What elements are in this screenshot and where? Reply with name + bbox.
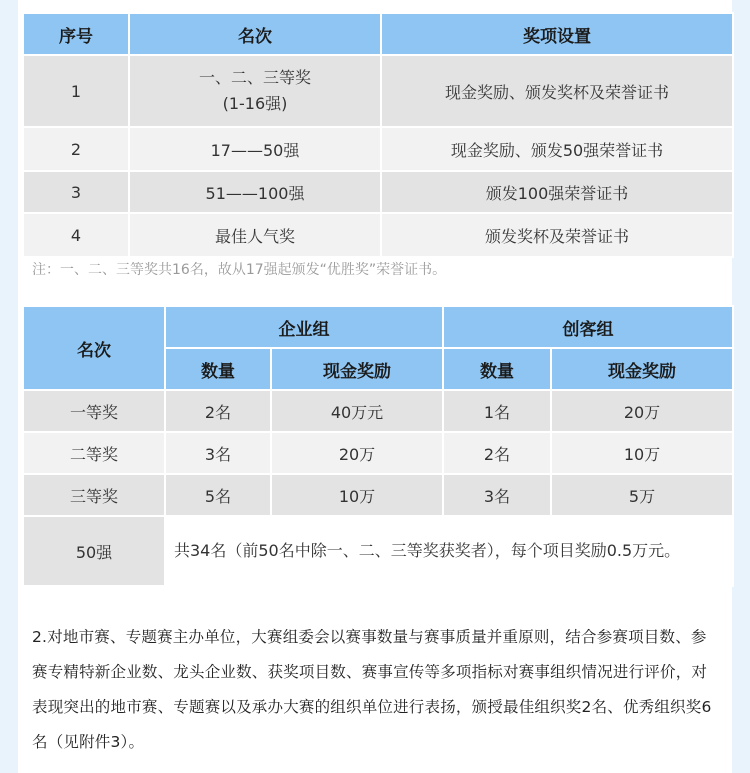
enterprise-count: 2名	[165, 390, 271, 432]
row-award: 现金奖励、颁发50强荣誉证书	[381, 127, 733, 171]
row-rank	[129, 55, 381, 127]
table-header-row	[23, 306, 733, 348]
top50-description: 共34名（前50名中除一、二、三等奖获奖者），每个项目奖励0.5万元。	[165, 516, 733, 586]
enterprise-count: 3名	[165, 432, 271, 474]
maker-count: 1名	[443, 390, 551, 432]
table-row	[23, 171, 733, 213]
enterprise-cash: 40万元	[271, 390, 443, 432]
table-note: 注：一、二、三等奖共16名，故从17强起颁发“优胜奖”荣誉证书。	[32, 262, 447, 278]
header-rank: 名次	[23, 306, 165, 390]
maker-count: 2名	[443, 432, 551, 474]
header-cash: 现金奖励	[271, 348, 443, 390]
row-rank: 最佳人气奖	[129, 213, 381, 257]
enterprise-count: 5名	[165, 474, 271, 516]
prize-amount-table	[22, 305, 734, 587]
header-count: 数量	[165, 348, 271, 390]
row-number: 1	[23, 55, 129, 127]
row-rank: 50强	[23, 516, 165, 586]
row-award: 颁发100强荣誉证书	[381, 171, 733, 213]
body-paragraph: 2.对地市赛、专题赛主办单位，大赛组委会以赛事数量与赛事质量并重原则，结合参赛项目数、参赛专精特新企业数、龙头企业数、获奖项目数、赛事宣传等多项指标对赛事组织情况进行评价，对表现突出的地市赛、专题赛以及承办大赛的组织单位进行表扬，颁授最佳组织奖2名、优秀组织奖6名（见附件3）。	[32, 628, 712, 751]
rank-line: 一、二、三等奖	[198, 68, 311, 87]
row-rank: 51——100强	[129, 171, 381, 213]
row-number: 2	[23, 127, 129, 171]
header-award: 奖项设置	[381, 13, 733, 55]
maker-cash: 5万	[551, 474, 733, 516]
maker-cash: 10万	[551, 432, 733, 474]
rank-line: (1-16强)	[222, 94, 288, 113]
enterprise-cash: 20万	[271, 432, 443, 474]
table-row	[23, 432, 733, 474]
award-settings-table	[22, 12, 734, 258]
table-row	[23, 516, 733, 586]
row-rank: 17——50强	[129, 127, 381, 171]
row-rank: 一等奖	[23, 390, 165, 432]
header-enterprise-group: 企业组	[165, 306, 443, 348]
table-row	[23, 55, 733, 127]
table-row	[23, 127, 733, 171]
row-award: 颁发奖杯及荣誉证书	[381, 213, 733, 257]
maker-count: 3名	[443, 474, 551, 516]
header-count: 数量	[443, 348, 551, 390]
row-number: 4	[23, 213, 129, 257]
enterprise-cash: 10万	[271, 474, 443, 516]
table-row	[23, 213, 733, 257]
header-rank: 名次	[129, 13, 381, 55]
row-award: 现金奖励、颁发奖杯及荣誉证书	[381, 55, 733, 127]
row-number: 3	[23, 171, 129, 213]
table-header-row	[23, 13, 733, 55]
content-page	[18, 0, 732, 773]
maker-cash: 20万	[551, 390, 733, 432]
row-rank: 二等奖	[23, 432, 165, 474]
header-number: 序号	[23, 13, 129, 55]
table-row	[23, 390, 733, 432]
row-rank: 三等奖	[23, 474, 165, 516]
header-maker-group: 创客组	[443, 306, 733, 348]
header-cash: 现金奖励	[551, 348, 733, 390]
table-row	[23, 474, 733, 516]
